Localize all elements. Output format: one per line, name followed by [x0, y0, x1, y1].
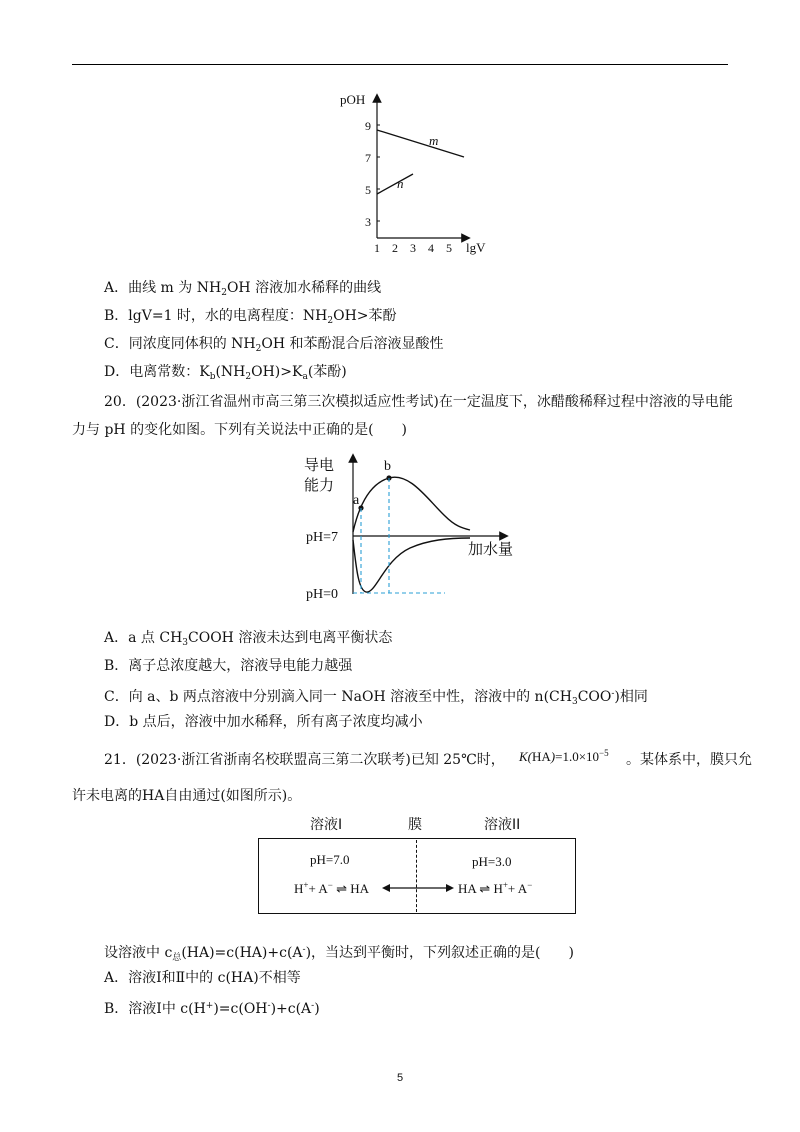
q21-stem-line1: 21．(2023·浙江省浙南名校联盟高三第二次联考)已知 25℃时，	[104, 752, 505, 768]
ph0-label: pH=0	[306, 587, 339, 602]
x-tick-4: 4	[428, 241, 434, 255]
q20-option-a: A．a 点 $CH_3COOH$ 溶液未达到电离平衡状态	[104, 630, 393, 648]
equation-right: HA ⇌ H++ A−	[458, 880, 533, 896]
header-solution-2: 溶液II	[484, 817, 521, 833]
y-axis-label: pOH	[340, 92, 366, 107]
y-tick-3: 3	[365, 215, 371, 229]
ph-curve	[353, 538, 470, 592]
q19-option-a: A．曲线 m 为 $NH_2OH$ 溶液加水稀释的曲线	[104, 280, 382, 298]
x-axis-label: 加水量	[468, 540, 514, 558]
header-rule	[72, 64, 728, 65]
x-tick-3: 3	[410, 241, 416, 255]
x-tick-5: 5	[446, 241, 452, 255]
k-ha-expression: $K(HA)=1.0\times 10^{-5}$	[519, 748, 609, 764]
x-tick-2: 2	[392, 241, 398, 255]
membrane-line	[416, 840, 417, 912]
curve-n	[377, 174, 413, 194]
q21-setup: 设溶液中 $c_总(HA)=c(HA)+c(A^-)$，当达到平衡时，下列叙述正确的是( )	[104, 945, 574, 963]
ph-right: pH=3.0	[472, 854, 512, 869]
header-solution-1: 溶液I	[310, 817, 343, 833]
poh-lgv-graph	[330, 92, 490, 262]
point-a-label: a	[353, 493, 360, 508]
x-axis-label: lgV	[466, 240, 486, 255]
q19-option-d: D．电离常数：$K_b(NH_2OH)>K_a$(苯酚)	[104, 364, 347, 382]
page-number: 5	[396, 1072, 404, 1084]
equation-left: H++ A− ⇌ HA	[294, 880, 369, 896]
x-tick-1: 1	[374, 241, 380, 255]
q20-option-b: B．离子总浓度越大，溶液导电能力越强	[104, 658, 353, 674]
ph-left: pH=7.0	[310, 852, 350, 867]
y-tick-5: 5	[365, 183, 371, 197]
q19-option-b: B．lgV=1 时，水的电离程度：$NH_2OH>$苯酚	[104, 308, 397, 326]
y-tick-7: 7	[365, 151, 371, 165]
y-label-1: 导电	[304, 456, 335, 474]
q19-option-c: C．同浓度同体积的 $NH_2OH$ 和苯酚混合后溶液显酸性	[104, 336, 444, 354]
y-tick-9: 9	[365, 119, 371, 133]
y-label-2: 能力	[304, 476, 335, 494]
q20-option-d: D．b 点后，溶液中加水稀释，所有离子浓度均减小	[104, 714, 423, 730]
conductivity-ph-graph	[300, 450, 530, 610]
header-membrane: 膜	[408, 817, 422, 833]
q21-option-a: A．溶液Ⅰ和Ⅱ中的 c(HA)不相等	[104, 970, 301, 986]
q20-stem-line2: 力与 pH 的变化如图。下列有关说法中正确的是( )	[72, 422, 407, 438]
q21-option-b: B．溶液Ⅰ中 c(H+)=c(OH-)+c(A-)	[104, 1001, 320, 1017]
q21-stem-line2: 许未电离的HA自由通过(如图所示)。	[72, 788, 302, 804]
q20-option-c: C．向 a、b 两点溶液中分别滴入同一 NaOH 溶液至中性，溶液中的 $n(CH_3COO^-)$相同	[104, 689, 648, 707]
q20-stem-line1: 20．(2023·浙江省温州市高三第三次模拟适应性考试)在一定温度下，冰醋酸稀释过程中溶液的导电能	[104, 394, 733, 410]
container-box	[258, 838, 576, 914]
double-arrow	[382, 882, 454, 894]
q21-stem-line1-end: 。某体系中，膜只允	[626, 752, 752, 768]
ph7-label: pH=7	[306, 530, 339, 545]
curve-m	[377, 130, 464, 157]
point-b-label: b	[384, 459, 391, 474]
conductivity-curve	[353, 477, 470, 532]
membrane-diagram	[258, 814, 578, 914]
curve-m-label: m	[429, 133, 439, 148]
curve-n-label: n	[397, 176, 404, 191]
